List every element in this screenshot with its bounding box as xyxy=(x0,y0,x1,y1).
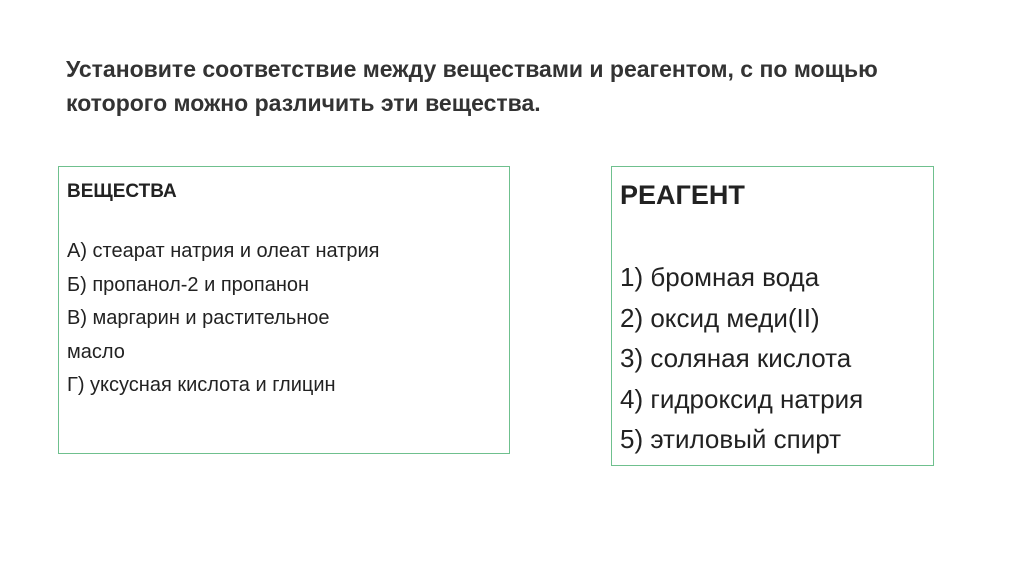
reagent-item-2: 2) оксид меди(II) xyxy=(620,302,820,333)
reagents-heading: РЕАГЕНТ xyxy=(620,180,745,210)
slide-title: Установите соответствие между веществами и реагентом, с по мощью которого можно различить эти вещества. xyxy=(66,56,878,116)
reagent-item-4: 4) гидроксид натрия xyxy=(620,383,864,414)
substances-heading: ВЕЩЕСТВА xyxy=(67,181,177,202)
substances-box xyxy=(58,166,510,454)
reagent-item-5: 5) этиловый спирт xyxy=(620,424,842,454)
substance-item-v: В) маргарин и растительное масло xyxy=(67,307,330,363)
substance-item-a: А) стеарат натрия и олеат натрия xyxy=(67,240,380,262)
substance-item-b: Б) пропанол-2 и пропанон xyxy=(67,273,310,296)
reagent-item-1: 1) бромная вода xyxy=(620,262,820,292)
reagent-item-3: 3) соляная кислота xyxy=(620,343,852,373)
reagents-box xyxy=(611,166,934,466)
substance-item-g: Г) уксусная кислота и глицин xyxy=(67,374,336,396)
